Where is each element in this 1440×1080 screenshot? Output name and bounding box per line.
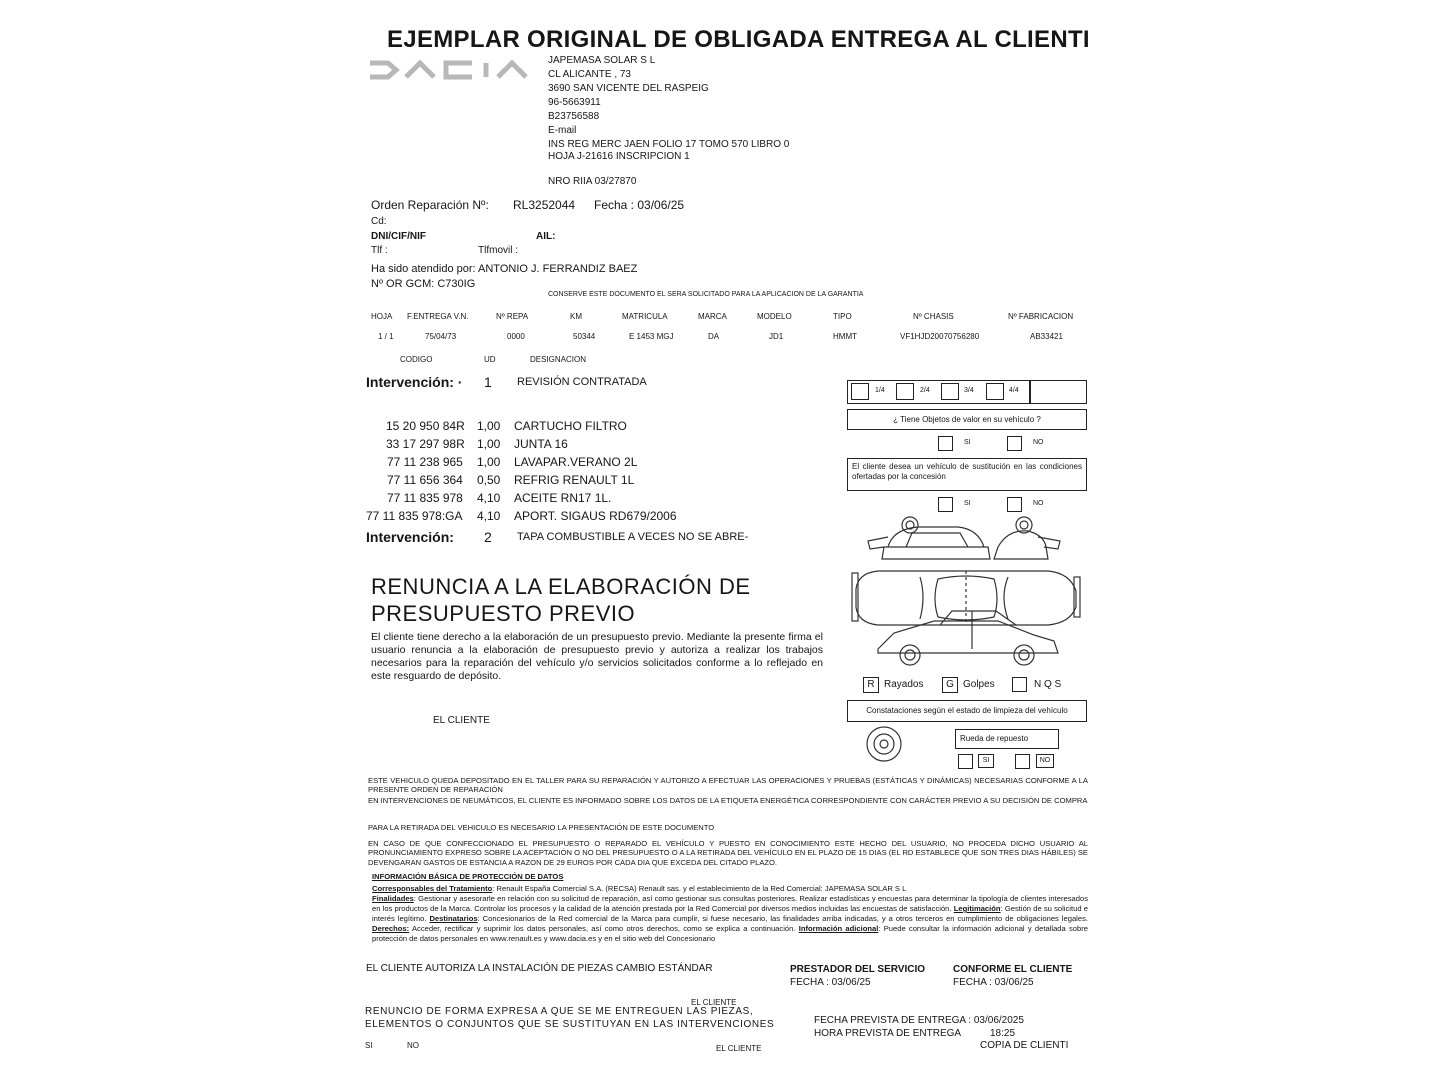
client-conformity-date: FECHA : 03/06/25	[953, 977, 1034, 988]
dents-marker[interactable]: G	[942, 677, 958, 693]
nqs-checkbox[interactable]	[1012, 677, 1027, 692]
vehicle-value: 0000	[507, 332, 525, 341]
tlf-label: Tlf :	[371, 245, 388, 256]
cleanliness-label: Constataciones según el estado de limpieza del vehículo	[866, 706, 1068, 715]
vehicle-value: 1 / 1	[378, 332, 394, 341]
items-header-codigo: CODIGO	[400, 355, 433, 364]
spare-wheel-no-checkbox[interactable]	[1015, 754, 1030, 769]
item-desc: REFRIG RENAULT 1L	[514, 473, 635, 487]
replacement-no-checkbox[interactable]	[1007, 497, 1022, 512]
items-header-designacion: DESIGNACION	[530, 355, 587, 364]
item-code: 33 17 297 98R	[386, 437, 465, 451]
cd-label: Cd:	[371, 216, 387, 227]
ail-label: AIL:	[536, 231, 556, 242]
fuel-1-4-checkbox[interactable]	[851, 383, 869, 400]
intervention-1-number: 1	[484, 374, 492, 390]
garantia-note: CONSERVE ESTE DOCUMENTO EL SERA SOLICITADO PARA LA APLICACION DE LA GARANTIA	[548, 291, 864, 298]
data-protection-title	[372, 872, 563, 881]
item-desc: JUNTA 16	[514, 437, 568, 451]
vehicle-value: VF1HJD20070756280	[900, 332, 980, 341]
item-qty: 1,00	[477, 437, 501, 451]
intervention-1-desc: REVISIÓN CONTRATADA	[517, 376, 647, 388]
vehicle-value: JD1	[769, 332, 784, 341]
fuel-2-4-checkbox[interactable]	[896, 383, 914, 400]
client-label-small: EL CLIENTE	[691, 998, 737, 1007]
renuncia-body: El cliente tiene derecho a la elaboración de un presupuesto previo. Mediante la presente firma el usuario renuncia a la elaboración de presupuesto previo y autoriza a realizar los trabajos necesarios para la reparación del vehículo y/o servicios solicitados conforme a lo reflejado en este resguardo de depósito.	[371, 631, 823, 682]
item-qty: 1,00	[477, 419, 501, 433]
order-label: Orden Reparación Nº:	[371, 198, 489, 212]
dp-add-text: : Puede consultar la información adicional y detallada sobre protección de datos personales en www.renault.es y www.dacia.es y en el sitio web del Concesionario	[372, 924, 1088, 943]
replacement-vehicle-text: El cliente desea un vehículo de sustitución en las condiciones ofertadas por la concesión	[852, 462, 1082, 481]
vehicle-header: Nº FABRICACION	[1008, 312, 1074, 321]
dealer-email-label: E-mail	[548, 125, 577, 136]
intervention-2-label: Intervención:	[366, 529, 454, 545]
dp-fin-text: : Gestionar y asesorarle en relación con su solicitud de reparación, así como gestionar sus consultas posteriores. Realizar estadísticas y encuestas para determinar la tipología de clientes interesados en los productos de la Marca. Controlar los procesos y la calidad de la atención prestada por la Red Comercial por diversos medios incluidas las encuestas de satisfacción.	[372, 894, 1088, 913]
dealer-phone: 96-5663911	[548, 97, 601, 108]
car-damage-diagram[interactable]	[848, 515, 1084, 670]
cleanliness-box	[847, 700, 1087, 722]
valuables-yes-checkbox[interactable]	[938, 436, 953, 451]
data-protection-title-text: INFORMACIÓN BÁSICA DE PROTECCIÓN DE DATOS	[372, 872, 564, 881]
dealer-registry-1: INS REG MERC JAEN FOLIO 17 TOMO 570 LIBRO 0	[548, 139, 790, 150]
expected-delivery-time: 18:25	[990, 1028, 1016, 1039]
item-code: 77 11 656 364	[387, 473, 463, 487]
item-code: 77 11 238 965	[387, 455, 463, 469]
legal-storage-fee-text: EN CASO DE QUE CONFECCIONADO EL PRESUPUESTO O REPARADO EL VEHÍCULO Y PUESTO EN CONOCIMIENTO ESTE HECHO DEL USUARIO, NO PROCEDA DICHO USUARIO AL PRONUNCIAMIENTO EXPRESO SOBRE LA ACEPTACIÓN O NO DEL PRESUPUESTO O A LA RETIRADA DEL VEHÍCULO EN EL PLAZO DE 15 DIAS (EL RD ESTABLECE QUE SON TRES DIAS HÁBILES) SE DEVENGARAN GASTOS DE ESTANCIA A RAZON DE 29 EUROS POR CADA DIA QUE EXCEDA DEL CITADO PLAZO.	[368, 839, 1088, 867]
or-gcm: Nº OR GCM: C730IG	[371, 278, 476, 290]
item-code: 15 20 950 84R	[386, 419, 465, 433]
spare-wheel-icon	[862, 724, 906, 764]
attended-by: Ha sido atendido por: ANTONIO J. FERRANDIZ BAEZ	[371, 263, 638, 275]
order-number: RL3252044	[513, 198, 576, 212]
vehicle-header: F.ENTREGA V.N.	[407, 312, 469, 321]
dni-label: DNI/CIF/NIF	[371, 231, 426, 242]
item-desc: CARTUCHO FILTRO	[514, 419, 627, 433]
fuel-4-4-label: 4/4	[1009, 387, 1019, 394]
item-code: 77 11 835 978:GA	[366, 509, 463, 523]
legal-tyres-text: EN INTERVENCIONES DE NEUMÁTICOS, EL CLIENTE ES INFORMADO SOBRE LOS DATOS DE LA ETIQUETA ENERGÉTICA CORRESPONDIENTE CON CARÁCTER PREVIO A SU DECISIÓN DE COMPRA	[368, 796, 1088, 805]
valuables-question-box	[847, 409, 1087, 430]
vehicle-header: Nº CHASIS	[913, 312, 954, 321]
dp-fin-label: Finalidades	[372, 894, 414, 903]
service-provider-label: PRESTADOR DEL SERVICIO	[790, 964, 926, 975]
dealer-registry-2: HOJA J-21616 INSCRIPCION 1	[548, 151, 690, 162]
replacement-no-label: NO	[1033, 500, 1044, 507]
dacia-logo	[366, 59, 542, 81]
scratches-marker[interactable]: R	[863, 677, 879, 693]
client-copy-label: COPIA DE CLIENTI	[980, 1040, 1069, 1051]
dp-resp-text: : Renault España Comercial S.A. (RECSA) Renault sas. y el establecimiento de la Red Comercial: JAPEMASA SOLAR S L	[492, 884, 907, 893]
item-code: 77 11 835 978	[387, 491, 463, 505]
vehicle-value: AB33421	[1030, 332, 1063, 341]
valuables-yes-label: SI	[964, 439, 971, 446]
replacement-yes-label: SI	[964, 500, 971, 507]
vehicle-header: KM	[570, 312, 582, 321]
dp-dest-label: Destinatarios	[429, 914, 478, 923]
parts-waiver-line-1: RENUNCIO DE FORMA EXPRESA A QUE SE ME ENTREGUEN LAS PIEZAS,	[365, 1006, 754, 1017]
fuel-1-4-label: 1/4	[875, 387, 885, 394]
fuel-3-4-label: 3/4	[964, 387, 974, 394]
dp-resp-label: Corresponsables del Tratamiento	[372, 884, 493, 893]
dp-der-label: Derechos:	[372, 924, 410, 933]
replacement-yes-checkbox[interactable]	[938, 497, 953, 512]
standard-parts-authorization: EL CLIENTE AUTORIZA LA INSTALACIÓN DE PIEZAS CAMBIO ESTÁNDAR	[366, 963, 713, 974]
dp-dest-text: : Concesionarios de la Red comercial de la Marca para cumplir, si fuese necesario, las finalidades arriba indicadas, y a otros terceros en cumplimiento de obligaciones legales.	[477, 914, 1088, 923]
dp-leg-label: Legitimación	[953, 904, 1001, 913]
vehicle-value: 50344	[573, 332, 596, 341]
dp-add-label: Información adicional	[798, 924, 879, 933]
dealer-name: JAPEMASA SOLAR S L	[548, 55, 656, 66]
client-signature-label: EL CLIENTE	[716, 1044, 762, 1053]
vehicle-value: E 1453 MGJ	[629, 332, 674, 341]
scratches-label: Rayados	[884, 679, 924, 690]
replacement-vehicle-box	[847, 458, 1087, 491]
data-protection-block	[372, 884, 1088, 944]
items-header-ud: UD	[484, 355, 496, 364]
parts-waiver-line-2: ELEMENTOS O CONJUNTOS QUE SE SUSTITUYAN EN LAS INTERVENCIONES	[365, 1019, 775, 1030]
renuncia-client-signature: EL CLIENTE	[433, 715, 490, 726]
service-provider-date: FECHA : 03/06/25	[790, 977, 871, 988]
order-date: Fecha : 03/06/25	[594, 198, 685, 212]
vehicle-header: MATRICULA	[622, 312, 668, 321]
item-qty: 4,10	[477, 491, 501, 505]
spare-wheel-no-label: NO	[1036, 754, 1054, 768]
item-desc: APORT. SIGAUS RD679/2006	[514, 509, 677, 523]
intervention-2-desc: TAPA COMBUSTIBLE A VECES NO SE ABRE-	[517, 531, 749, 543]
fuel-4-4-checkbox[interactable]	[986, 383, 1004, 400]
renuncia-title-1: RENUNCIA A LA ELABORACIÓN DE	[371, 574, 751, 599]
client-conformity-label: CONFORME EL CLIENTE	[953, 964, 1073, 975]
renuncia-title-2: PRESUPUESTO PREVIO	[371, 601, 636, 626]
valuables-question: ¿ Tiene Objetos de valor en su vehículo ?	[893, 415, 1041, 424]
waiver-yes-option[interactable]: SI	[365, 1041, 373, 1050]
dp-der-text: Acceder, rectificar y suprimir los datos personales, así como otros derechos, como se explica a continuación.	[409, 924, 796, 933]
spare-wheel-yes-checkbox[interactable]	[958, 754, 973, 769]
nqs-label: N Q S	[1034, 679, 1062, 690]
valuables-no-label: NO	[1033, 439, 1044, 446]
item-qty: 1,00	[477, 455, 501, 469]
intervention-1-label: Intervención: ·	[366, 374, 463, 390]
vehicle-value: 75/04/73	[425, 332, 457, 341]
vehicle-header: TIPO	[833, 312, 852, 321]
waiver-no-option[interactable]: NO	[407, 1041, 419, 1050]
expected-delivery-date: FECHA PREVISTA DE ENTREGA : 03/06/2025	[814, 1015, 1024, 1026]
vehicle-header: MARCA	[698, 312, 727, 321]
vehicle-value: HMMT	[833, 332, 857, 341]
valuables-no-checkbox[interactable]	[1007, 436, 1022, 451]
dealer-city: 3690 SAN VICENTE DEL RASPEIG	[548, 83, 709, 94]
dealer-street: CL ALICANTE , 73	[548, 69, 631, 80]
vehicle-header: Nº REPA	[496, 312, 529, 321]
legal-pickup-text: PARA LA RETIRADA DEL VEHICULO ES NECESARIO LA PRESENTACIÓN DE ESTE DOCUMENTO	[368, 823, 715, 832]
spare-wheel-box	[955, 729, 1059, 749]
dp-leg-text: : Gestión de su solicitud e interés legítimo.	[372, 904, 1088, 923]
tlfmovil-label: Tlfmovil :	[478, 245, 518, 256]
legal-deposit-text: ESTE VEHICULO QUEDA DEPOSITADO EN EL TALLER PARA SU REPARACIÓN Y AUTORIZO A EFECTUAR LAS OPERACIONES Y PRUEBAS (ESTÁTICAS Y DINÁMICAS) NECESARIAS CONFORME A LA PRESENTE ORDEN DE REPARACIÓN	[368, 776, 1088, 795]
item-desc: ACEITE RN17 1L.	[514, 491, 612, 505]
dealer-nro-riia: NRO RIIA 03/27870	[548, 176, 637, 187]
dents-label: Golpes	[963, 679, 995, 690]
dealer-cif: B23756588	[548, 111, 600, 122]
document-title: EJEMPLAR ORIGINAL DE OBLIGADA ENTREGA AL CLIENTI	[387, 26, 1090, 53]
spare-wheel-yes-label: SI	[978, 754, 994, 768]
vehicle-value: DA	[708, 332, 720, 341]
fuel-2-4-label: 2/4	[920, 387, 930, 394]
expected-delivery-time-label: HORA PREVISTA DE ENTREGA	[814, 1028, 962, 1039]
vehicle-header: HOJA	[371, 312, 393, 321]
vehicle-header: MODELO	[757, 312, 792, 321]
item-desc: LAVAPAR.VERANO 2L	[514, 455, 638, 469]
item-qty: 0,50	[477, 473, 501, 487]
spare-wheel-label: Rueda de repuesto	[960, 734, 1029, 743]
fuel-3-4-checkbox[interactable]	[941, 383, 959, 400]
item-qty: 4,10	[477, 509, 501, 523]
intervention-2-number: 2	[484, 529, 492, 545]
